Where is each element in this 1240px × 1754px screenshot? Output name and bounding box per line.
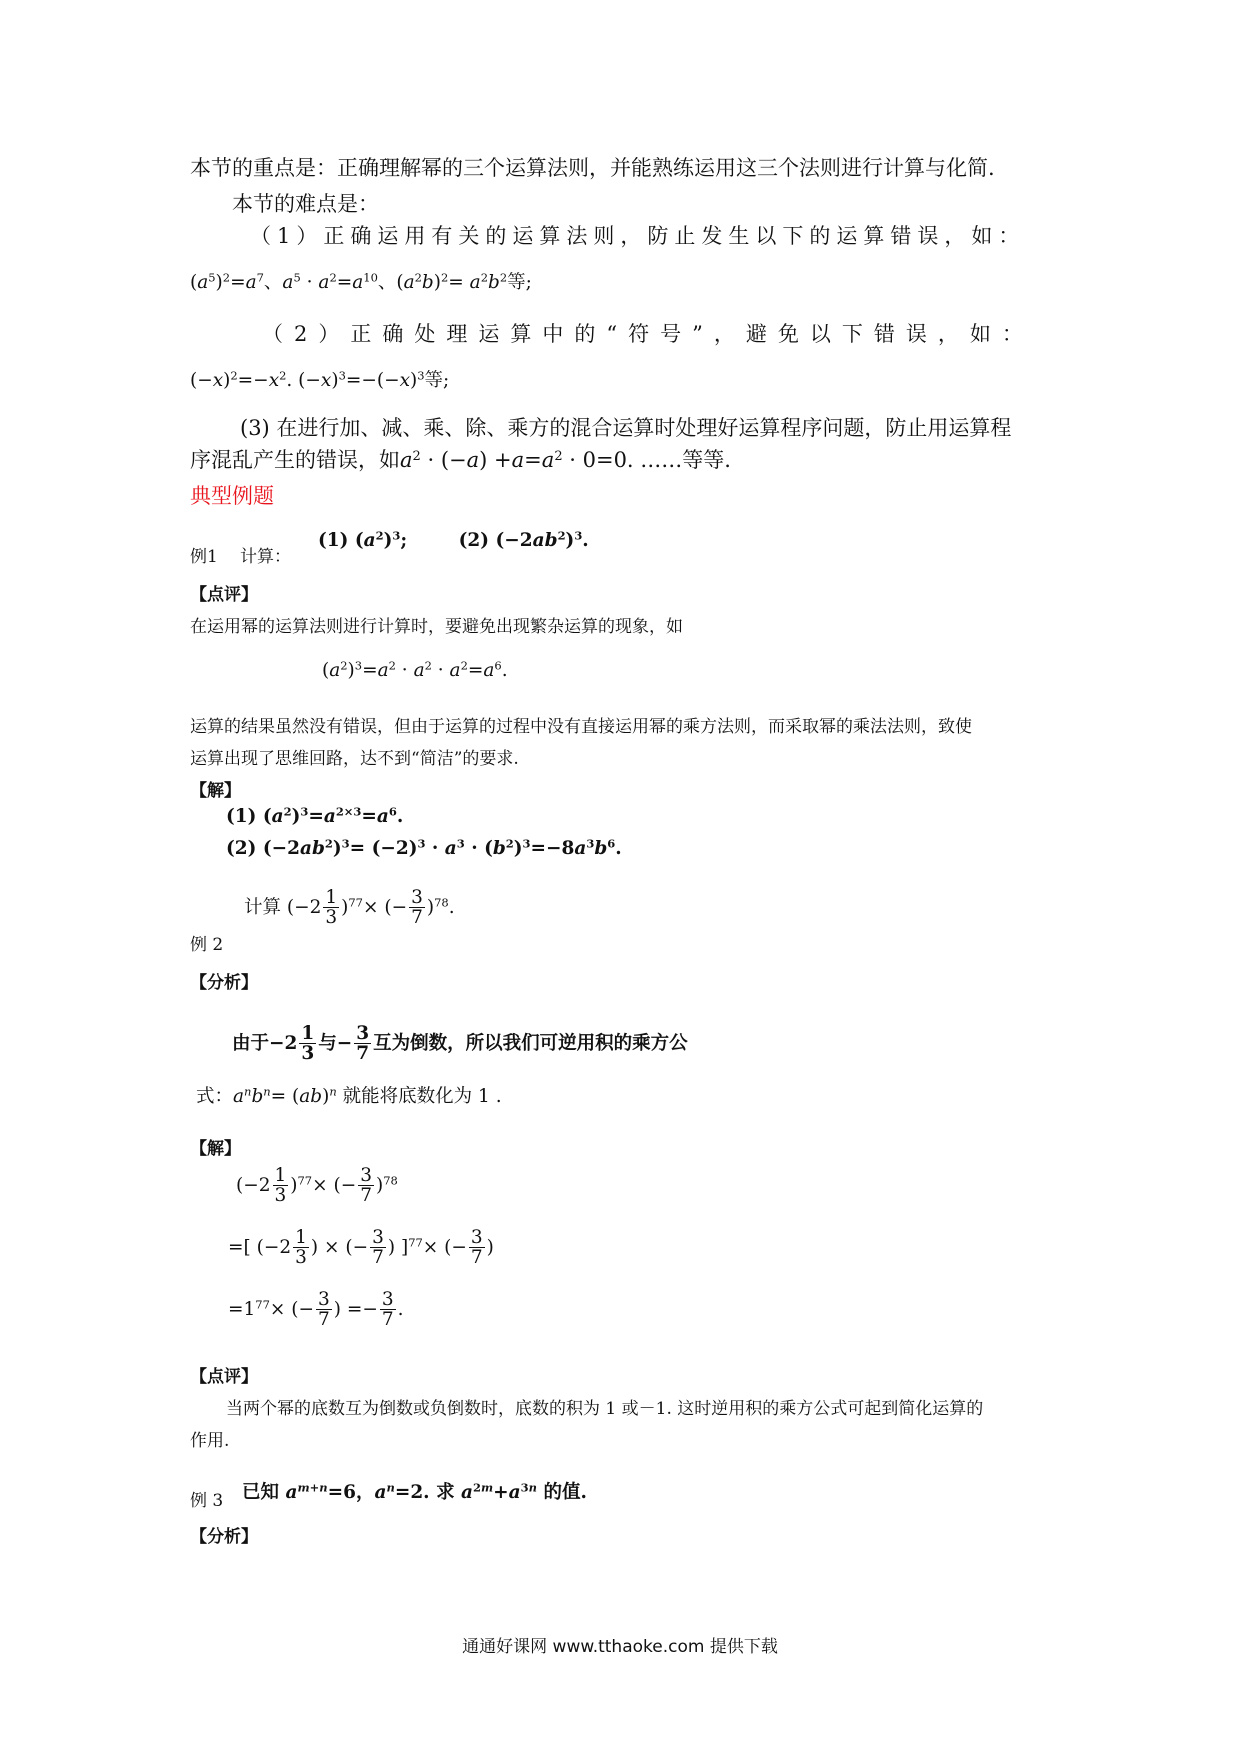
section-title: 典型例题 [190,484,274,508]
example-2-label: 例 2 [190,935,224,955]
fraction-three-sevenths: $\frac{3}{7}$ [381,1289,394,1331]
example-1-solution-1: (1) $(a^2)^3=a^{2\times 3}=a^6$. [226,804,404,827]
example-2-analysis-line2: 式：$a^nb^n= (ab)^n$ 就能将底数化为 1 . [196,1084,502,1107]
example-1-comment-formula: $(a^2)^3=a^2 \cdot a^2 \cdot a^2=a^6$. [322,658,508,681]
difficulty-item-3-prefix: 序混乱产生的错误，如 [190,448,400,472]
example-1-label: 例1 [190,547,218,567]
example-2-analysis-prefix: 由于 [232,1032,270,1054]
example-2-analysis-line2-suffix: 就能将底数化为 1 . [342,1086,502,1107]
example-1-problems: (1) $(a^2)^3$; (2) $(-2ab^2)^3$. [318,528,589,551]
example-1-solution-2: (2) $(-2ab^2)^3= (-2)^3 \cdot a^3 \cdot (b^2)^3=-8a^3b^6$. [226,836,622,859]
example-2-task: 计算 (−2 $\frac{1}{3}$ )$^{77}$× (− $\frac{3}{7}$ )$^{78}$. [244,887,455,929]
example-2-comment-title: 【点评】 [190,1367,258,1387]
fraction-one-third: $\frac{1}{3}$ [274,1165,287,1207]
difficulty-item-3-line2: 序混乱产生的错误，如$a^2 \cdot (-a) +a=a^2 \cdot 0=0$. ……等等. [190,448,731,472]
example-2-comment-line-2: 作用. [190,1431,230,1451]
fraction-one-third: $\frac{1}{3}$ [325,887,338,929]
example-1-comment-title: 【点评】 [190,585,258,605]
footer-text: 通通好课网 www.tthaoke.com 提供下载 [462,1637,778,1657]
example-1-solution-title: 【解】 [190,781,241,801]
fraction-three-sevenths: $\frac{3}{7}$ [317,1289,330,1331]
example-3-task-prefix: 已知 [242,1482,280,1503]
example-1-task: 计算： [240,547,291,567]
example-2-solution-step-2: =[ (−2 $\frac{1}{3}$ ) × (− $\frac{3}{7}$ ) ]$^{77}$× (− $\frac{3}{7}$ ) [228,1227,494,1269]
example-2-solution-step-3: $=1^{77}\times$ (− $\frac{3}{7}$ ) =− $\frac{3}{7}$ . [228,1289,404,1331]
difficulty-item-2: （2）正确处理运算中的“符号”，避免以下错误，如： [262,322,1034,346]
example-2-comment-line-1: 当两个幂的底数互为倒数或负倒数时，底数的积为 1 或－1. 这时逆用积的乘方公式可起到简化运算的 [226,1399,984,1419]
difficulty-item-3-suffix: ……等等. [640,448,731,472]
fraction-three-sevenths: $\frac{3}{7}$ [470,1227,483,1269]
difficulty-item-3-line1: (3) 在进行加、减、乘、除、乘方的混合运算时处理好运算程序问题，防止用运算程 [240,416,1012,440]
focus-text: 本节的重点是：正确理解幂的三个运算法则，并能熟练运用这三个法则进行计算与化简. [190,156,995,180]
fraction-one-third: $\frac{1}{3}$ [301,1023,315,1065]
difficulty-item-1-suffix: 等; [507,272,532,293]
example-1-comment-text-1: 运算的结果虽然没有错误，但由于运算的过程中没有直接运用幂的乘方法则，而采取幂的乘法法则，致使 [190,717,972,737]
fraction-three-sevenths: $\frac{3}{7}$ [360,1165,372,1207]
example-1-comment-text-2: 运算出现了思维回路，达不到“简洁”的要求. [190,749,519,769]
example-3-task-suffix: 的值. [543,1482,587,1503]
example-3-analysis-title: 【分析】 [190,1527,258,1547]
fraction-three-sevenths: $\frac{3}{7}$ [411,887,423,929]
example-2-analysis-title: 【分析】 [190,973,258,993]
difficulty-item-2-formulas: $(-x)^2=-x^2$. $(-x)^3=-(-x)^3$等; [190,368,450,391]
example-2-solution-step-1: (−2 $\frac{1}{3}$ )$^{77}$× (− $\frac{3}{7}$ )$^{78}$ [236,1165,398,1207]
difficulty-title: 本节的难点是： [232,192,379,216]
example-3-label: 例 3 [190,1491,224,1511]
difficulty-item-1-formulas: $(a^5)^2=a^7$、$a^5 \cdot a^2=a^{10}$、$(a^2b)^2= a^2b^2$等; [190,270,532,293]
fraction-three-sevenths: $\frac{3}{7}$ [356,1023,370,1065]
example-3-task: 已知 $a^{m+n}=6$，$a^n=2$. 求 $a^{2m}+a^{3n}$ 的值. [242,1480,587,1503]
example-2-solution-title: 【解】 [190,1139,241,1159]
fraction-three-sevenths: $\frac{3}{7}$ [372,1227,384,1269]
example-1-comment-line: 在运用幂的运算法则进行计算时，要避免出现繁杂运算的现象，如 [190,617,683,637]
example-2-analysis-line1: 由于−2 $\frac{1}{3}$ 与− $\frac{3}{7}$ 互为倒数，所以我们可逆用积的乘方公 [232,1023,688,1065]
example-3-task-mid: ， [355,1482,375,1503]
difficulty-item-1: （1）正确运用有关的运算法则，防止发生以下的运算错误，如： [250,224,1026,248]
example-2-analysis-suffix: 互为倒数，所以我们可逆用积的乘方公 [373,1032,688,1054]
difficulty-item-2-suffix: 等; [424,370,450,391]
fraction-one-third: $\frac{1}{3}$ [295,1227,307,1269]
example-2-task-prefix: 计算 [244,896,282,918]
example-2-analysis-mid: 与 [318,1032,337,1054]
example-2-analysis-line2-prefix: 式： [196,1086,234,1107]
